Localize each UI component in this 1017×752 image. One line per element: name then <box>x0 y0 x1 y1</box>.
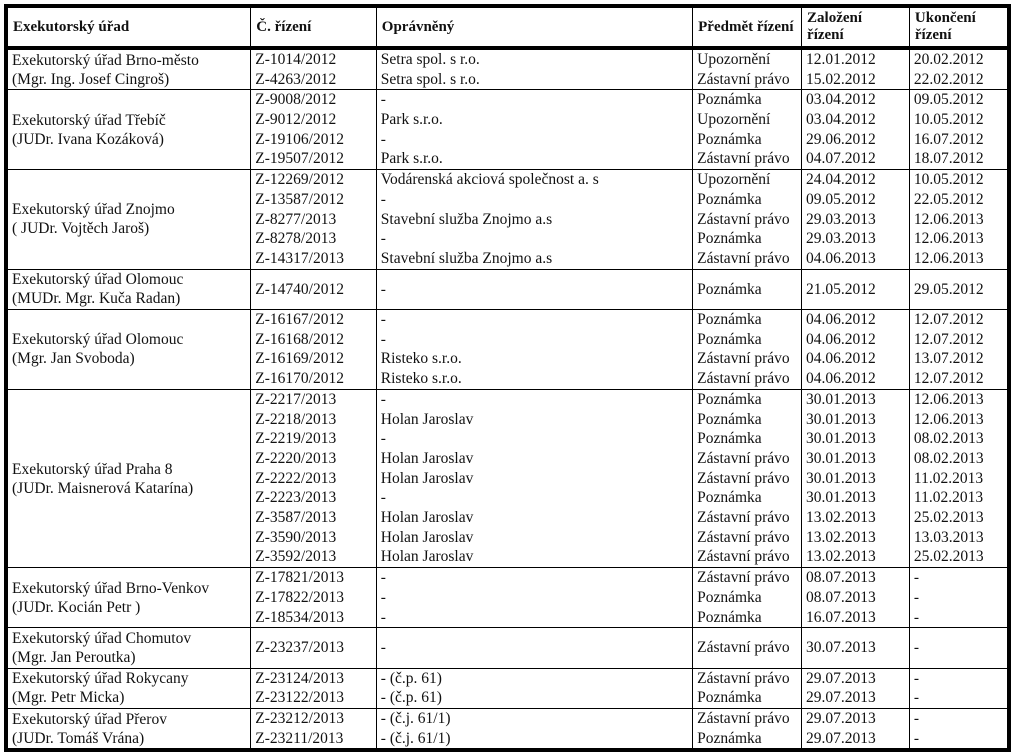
case-number-cell <box>251 568 377 628</box>
entitled-party: - <box>380 608 386 626</box>
office-name: Exekutorský úřad Přerov <box>12 710 167 728</box>
table-row-group <box>6 310 1009 390</box>
office-name: Exekutorský úřad Rokycany <box>12 670 189 688</box>
case-number-cell <box>251 668 377 708</box>
start-date-cell <box>802 269 910 309</box>
start-date: 13.02.2013 <box>806 548 876 566</box>
header-entitled: Oprávněný <box>376 6 692 48</box>
start-date: 03.04.2012 <box>806 111 876 129</box>
end-date-cell <box>909 568 1009 628</box>
case-number: Z-2219/2013 <box>255 430 337 448</box>
end-date-cell <box>909 709 1009 751</box>
end-date: 08.02.2013 <box>913 449 984 467</box>
entitled-party: - (č.p. 61) <box>380 689 442 707</box>
case-number: Z-19507/2012 <box>255 150 344 168</box>
entitled-party: - <box>380 588 386 606</box>
entitled-party-cell <box>376 709 692 751</box>
start-date: 24.04.2012 <box>806 171 876 189</box>
start-date: 29.07.2013 <box>806 689 876 707</box>
office-name: Exekutorský úřad Znojmo <box>12 201 175 219</box>
table-row-group <box>6 269 1009 309</box>
case-number: Z-1014/2012 <box>255 51 337 68</box>
entitled-party-cell <box>376 389 692 567</box>
header-row <box>6 6 1009 48</box>
proceeding-subject: Zástavní právo <box>697 210 790 228</box>
start-date: 30.01.2013 <box>806 449 876 467</box>
proceeding-subject-cell <box>693 628 802 668</box>
case-number: Z-2220/2013 <box>255 449 337 467</box>
case-number: Z-23211/2013 <box>255 729 344 747</box>
end-date-cell <box>909 90 1009 170</box>
case-number: Z-3587/2013 <box>255 509 337 527</box>
case-number: Z-23212/2013 <box>255 710 344 728</box>
proceeding-subject: Poznámka <box>697 230 762 248</box>
proceeding-subject: Poznámka <box>697 588 762 606</box>
start-date: 30.01.2013 <box>806 430 876 448</box>
entitled-party-cell <box>376 269 692 309</box>
start-date: 30.01.2013 <box>806 390 876 408</box>
office-cell <box>6 90 251 170</box>
proceeding-subject: Poznámka <box>697 729 762 747</box>
start-date: 29.03.2013 <box>806 210 876 228</box>
case-number: Z-16170/2012 <box>255 370 344 388</box>
case-number: Z-18534/2013 <box>255 608 344 626</box>
start-date: 13.02.2013 <box>806 528 876 546</box>
proceeding-subject-cell <box>693 389 802 567</box>
end-date: - <box>913 729 920 747</box>
table-row-group <box>6 668 1009 708</box>
end-date: 22.05.2012 <box>913 190 984 208</box>
start-date: 04.06.2012 <box>806 330 876 348</box>
start-date: 30.01.2013 <box>806 410 876 428</box>
case-number: Z-23124/2013 <box>255 669 344 687</box>
start-date: 12.01.2012 <box>806 51 876 68</box>
start-date: 29.06.2012 <box>806 130 876 148</box>
entitled-party: Holan Jaroslav <box>380 410 474 428</box>
header-ended <box>909 6 1009 48</box>
start-date: 30.01.2013 <box>806 489 876 507</box>
office-cell <box>6 269 251 309</box>
office-officer: (Mgr. Jan Peroutka) <box>12 648 136 666</box>
case-number: Z-12269/2012 <box>255 171 344 189</box>
office-officer: (JUDr. Maisnerová Katarína) <box>12 479 194 497</box>
proceeding-subject-cell <box>693 668 802 708</box>
start-date: 08.07.2013 <box>806 588 876 606</box>
start-date: 04.06.2013 <box>806 249 876 267</box>
start-date-cell <box>802 90 910 170</box>
entitled-party-cell <box>376 568 692 628</box>
entitled-party: Park s.r.o. <box>380 111 443 129</box>
end-date: 08.02.2013 <box>913 430 984 448</box>
office-name: Exekutorský úřad Olomouc <box>12 271 184 289</box>
proceeding-subject: Zástavní právo <box>697 249 790 267</box>
proceeding-subject: Upozornění <box>697 171 771 189</box>
start-date: 04.06.2012 <box>806 311 876 329</box>
case-number: Z-3590/2013 <box>255 528 337 546</box>
end-date: 10.05.2012 <box>913 111 984 129</box>
proceeding-subject-cell <box>693 90 802 170</box>
end-date-cell <box>909 269 1009 309</box>
end-date: 12.06.2013 <box>913 390 984 408</box>
entitled-party-cell <box>376 668 692 708</box>
case-number: Z-2222/2013 <box>255 469 337 487</box>
entitled-party: - <box>380 230 386 248</box>
entitled-party-cell <box>376 48 692 90</box>
proceeding-subject-cell <box>693 568 802 628</box>
start-date: 16.07.2013 <box>806 608 876 626</box>
proceeding-subject-cell <box>693 709 802 751</box>
start-date: 04.06.2012 <box>806 370 876 388</box>
office-officer: (JUDr. Kocián Petr ) <box>12 598 141 616</box>
case-number: Z-4263/2012 <box>255 70 337 88</box>
entitled-party: Holan Jaroslav <box>380 469 474 487</box>
header-ended-line-1: Ukončení <box>914 10 976 26</box>
start-date: 08.07.2013 <box>806 569 876 587</box>
office-cell <box>6 389 251 567</box>
case-number: Z-13587/2012 <box>255 190 344 208</box>
header-started-line-2: řízení <box>807 27 844 43</box>
end-date: - <box>913 588 920 606</box>
entitled-party: - <box>380 430 386 448</box>
end-date-cell <box>909 170 1009 270</box>
end-date: - <box>913 710 920 728</box>
end-date: 12.06.2013 <box>913 210 984 228</box>
office-officer: (MUDr. Mgr. Kuča Radan) <box>12 290 181 308</box>
entitled-party: - <box>380 390 386 408</box>
proceeding-subject: Zástavní právo <box>697 528 790 546</box>
proceeding-subject: Zástavní právo <box>697 639 790 657</box>
entitled-party: - (č.j. 61/1) <box>380 710 451 728</box>
start-date: 03.04.2012 <box>806 91 876 109</box>
entitled-party: - <box>380 91 386 109</box>
proceeding-subject-cell <box>693 310 802 390</box>
end-date: 25.02.2013 <box>913 509 984 527</box>
end-date: 25.02.2013 <box>913 548 984 566</box>
start-date-cell <box>802 709 910 751</box>
entitled-party: Setra spol. s r.o. <box>380 70 480 88</box>
entitled-party: Setra spol. s r.o. <box>380 51 480 68</box>
end-date: 13.03.2013 <box>913 528 984 546</box>
entitled-party: - <box>380 489 386 507</box>
end-date-cell <box>909 48 1009 90</box>
entitled-party: - <box>380 311 386 329</box>
start-date: 04.07.2012 <box>806 150 876 168</box>
end-date: 13.07.2012 <box>913 350 984 368</box>
case-number: Z-17821/2013 <box>255 569 344 587</box>
entitled-party: Vodárenská akciová společnost a. s <box>380 171 599 189</box>
office-officer: (Mgr. Ing. Josef Cingroš) <box>12 70 170 88</box>
end-date: 12.06.2013 <box>913 410 984 428</box>
office-name: Exekutorský úřad Brno-Venkov <box>12 579 210 597</box>
end-date: 09.05.2012 <box>913 91 984 109</box>
case-number: Z-8278/2013 <box>255 230 337 248</box>
office-name: Exekutorský úřad Praha 8 <box>12 460 173 478</box>
entitled-party: - <box>380 190 386 208</box>
end-date: - <box>913 689 920 707</box>
entitled-party: - <box>380 330 386 348</box>
office-name: Exekutorský úřad Chomutov <box>12 629 192 647</box>
start-date-cell <box>802 568 910 628</box>
end-date-cell <box>909 668 1009 708</box>
proceeding-subject: Zástavní právo <box>697 449 790 467</box>
office-officer: (Mgr. Jan Svoboda) <box>12 350 135 368</box>
proceeding-subject: Zástavní právo <box>697 350 790 368</box>
end-date: - <box>913 639 920 657</box>
proceeding-subject: Zástavní právo <box>697 569 790 587</box>
proceeding-subject-cell <box>693 269 802 309</box>
proceeding-subject: Poznámka <box>697 330 762 348</box>
table-row-group <box>6 48 1009 90</box>
proceeding-subject: Zástavní právo <box>697 669 790 687</box>
case-number: Z-16168/2012 <box>255 330 344 348</box>
case-number: Z-17822/2013 <box>255 588 344 606</box>
end-date-cell <box>909 389 1009 567</box>
case-number: Z-16169/2012 <box>255 350 344 368</box>
case-number: Z-19106/2012 <box>255 130 344 148</box>
case-number-cell <box>251 310 377 390</box>
entitled-party: Risteko s.r.o. <box>380 350 462 368</box>
office-name: Exekutorský úřad Brno-město <box>12 51 199 69</box>
proceeding-subject: Poznámka <box>697 91 762 109</box>
end-date: 16.07.2012 <box>913 130 984 148</box>
office-cell <box>6 668 251 708</box>
entitled-party: - (č.p. 61) <box>380 669 442 687</box>
entitled-party: - (č.j. 61/1) <box>380 729 451 747</box>
end-date: - <box>913 608 920 626</box>
table-row-group <box>6 170 1009 270</box>
end-date: 10.05.2012 <box>913 171 984 189</box>
end-date: 29.05.2012 <box>913 280 984 298</box>
table-row-group <box>6 389 1009 567</box>
proceeding-subject: Poznámka <box>697 311 762 329</box>
start-date: 29.03.2013 <box>806 230 876 248</box>
proceeding-subject: Upozornění <box>697 111 771 129</box>
proceeding-subject: Poznámka <box>697 410 762 428</box>
end-date: 12.07.2012 <box>913 330 984 348</box>
proceeding-subject: Zástavní právo <box>697 70 790 88</box>
proceeding-subject: Poznámka <box>697 608 762 626</box>
case-number: Z-23122/2013 <box>255 689 344 707</box>
end-date-cell <box>909 310 1009 390</box>
header-office: Exekutorský úřad <box>6 6 251 48</box>
proceeding-subject: Upozornění <box>697 51 771 68</box>
start-date: 30.07.2013 <box>806 639 876 657</box>
end-date: - <box>913 669 920 687</box>
proceeding-subject: Poznámka <box>697 280 762 298</box>
entitled-party: Holan Jaroslav <box>380 449 474 467</box>
start-date-cell <box>802 170 910 270</box>
proceeding-subject: Poznámka <box>697 390 762 408</box>
case-number: Z-16167/2012 <box>255 311 344 329</box>
start-date-cell <box>802 310 910 390</box>
office-officer: (JUDr. Tomáš Vrána) <box>12 729 145 747</box>
end-date: 20.02.2012 <box>913 51 984 68</box>
start-date: 29.07.2013 <box>806 729 876 747</box>
entitled-party: Holan Jaroslav <box>380 509 474 527</box>
table-row-group <box>6 709 1009 751</box>
case-number: Z-14317/2013 <box>255 249 344 267</box>
table-row-group <box>6 90 1009 170</box>
start-date-cell <box>802 628 910 668</box>
entitled-party: - <box>380 130 386 148</box>
proceeding-subject: Poznámka <box>697 489 762 507</box>
header-started <box>802 6 910 48</box>
end-date: 22.02.2012 <box>913 70 984 88</box>
start-date: 09.05.2012 <box>806 190 876 208</box>
start-date: 29.07.2013 <box>806 710 876 728</box>
end-date: - <box>913 569 920 587</box>
start-date-cell <box>802 389 910 567</box>
case-number: Z-2217/2013 <box>255 390 337 408</box>
header-case-no: Č. řízení <box>251 6 377 48</box>
proceeding-subject: Poznámka <box>697 190 762 208</box>
office-officer: ( JUDr. Vojtěch Jaroš) <box>12 220 150 238</box>
proceeding-subject-cell <box>693 48 802 90</box>
case-number-cell <box>251 709 377 751</box>
entitled-party: Holan Jaroslav <box>380 548 474 566</box>
office-cell <box>6 170 251 270</box>
header-ended-line-2: řízení <box>914 27 952 43</box>
office-cell <box>6 628 251 668</box>
header-started-line-1: Založení <box>807 10 863 26</box>
proceeding-subject: Zástavní právo <box>697 370 790 388</box>
entitled-party-cell <box>376 628 692 668</box>
office-cell <box>6 709 251 751</box>
entitled-party: - <box>380 280 386 298</box>
entitled-party-cell <box>376 310 692 390</box>
end-date: 12.07.2012 <box>913 370 984 388</box>
entitled-party: Risteko s.r.o. <box>380 370 462 388</box>
case-number: Z-23237/2013 <box>255 639 344 657</box>
entitled-party-cell <box>376 90 692 170</box>
start-date-cell <box>802 668 910 708</box>
case-number: Z-8277/2013 <box>255 210 337 228</box>
case-number-cell <box>251 628 377 668</box>
case-number: Z-14740/2012 <box>255 280 344 298</box>
case-number: Z-9012/2012 <box>255 111 337 129</box>
proceeding-subject: Zástavní právo <box>697 548 790 566</box>
proceeding-subject: Zástavní právo <box>697 509 790 527</box>
start-date: 21.05.2012 <box>806 280 876 298</box>
table-body <box>6 48 1009 750</box>
entitled-party: - <box>380 569 386 587</box>
office-cell <box>6 310 251 390</box>
end-date: 12.06.2013 <box>913 230 984 248</box>
entitled-party-cell <box>376 170 692 270</box>
start-date: 15.02.2012 <box>806 70 876 88</box>
entitled-party: Holan Jaroslav <box>380 528 474 546</box>
office-cell <box>6 568 251 628</box>
start-date: 29.07.2013 <box>806 669 876 687</box>
case-number: Z-9008/2012 <box>255 91 337 109</box>
case-number: Z-3592/2013 <box>255 548 337 566</box>
end-date: 11.02.2013 <box>913 489 984 507</box>
end-date-cell <box>909 628 1009 668</box>
office-officer: (Mgr. Petr Micka) <box>12 689 125 707</box>
table-row-group <box>6 628 1009 668</box>
proceeding-subject: Zástavní právo <box>697 710 790 728</box>
office-name: Exekutorský úřad Olomouc <box>12 331 184 349</box>
end-date: 12.07.2012 <box>913 311 984 329</box>
case-number-cell <box>251 90 377 170</box>
office-name: Exekutorský úřad Třebíč <box>12 111 166 129</box>
proceeding-subject: Zástavní právo <box>697 150 790 168</box>
case-number-cell <box>251 389 377 567</box>
proceeding-subject: Poznámka <box>697 130 762 148</box>
start-date-cell <box>802 48 910 90</box>
proceeding-subject-cell <box>693 170 802 270</box>
end-date: 12.06.2013 <box>913 249 984 267</box>
end-date: 18.07.2012 <box>913 150 984 168</box>
end-date: 11.02.2013 <box>913 469 984 487</box>
case-number: Z-2223/2013 <box>255 489 337 507</box>
entitled-party: Stavební služba Znojmo a.s <box>380 249 553 267</box>
entitled-party: Stavební služba Znojmo a.s <box>380 210 553 228</box>
proceeding-subject: Poznámka <box>697 430 762 448</box>
proceeding-subject: Poznámka <box>697 689 762 707</box>
office-cell <box>6 48 251 90</box>
case-number: Z-2218/2013 <box>255 410 337 428</box>
header-subject: Předmět řízení <box>693 6 802 48</box>
proceeding-subject: Zástavní právo <box>697 469 790 487</box>
enforcement-proceedings-table <box>4 4 1011 752</box>
entitled-party: Park s.r.o. <box>380 150 443 168</box>
case-number-cell <box>251 170 377 270</box>
table-row-group <box>6 568 1009 628</box>
start-date: 30.01.2013 <box>806 469 876 487</box>
entitled-party: - <box>380 639 386 657</box>
office-officer: (JUDr. Ivana Kozáková) <box>12 130 164 148</box>
case-number-cell <box>251 269 377 309</box>
start-date: 04.06.2012 <box>806 350 876 368</box>
case-number-cell <box>251 48 377 90</box>
start-date: 13.02.2013 <box>806 509 876 527</box>
